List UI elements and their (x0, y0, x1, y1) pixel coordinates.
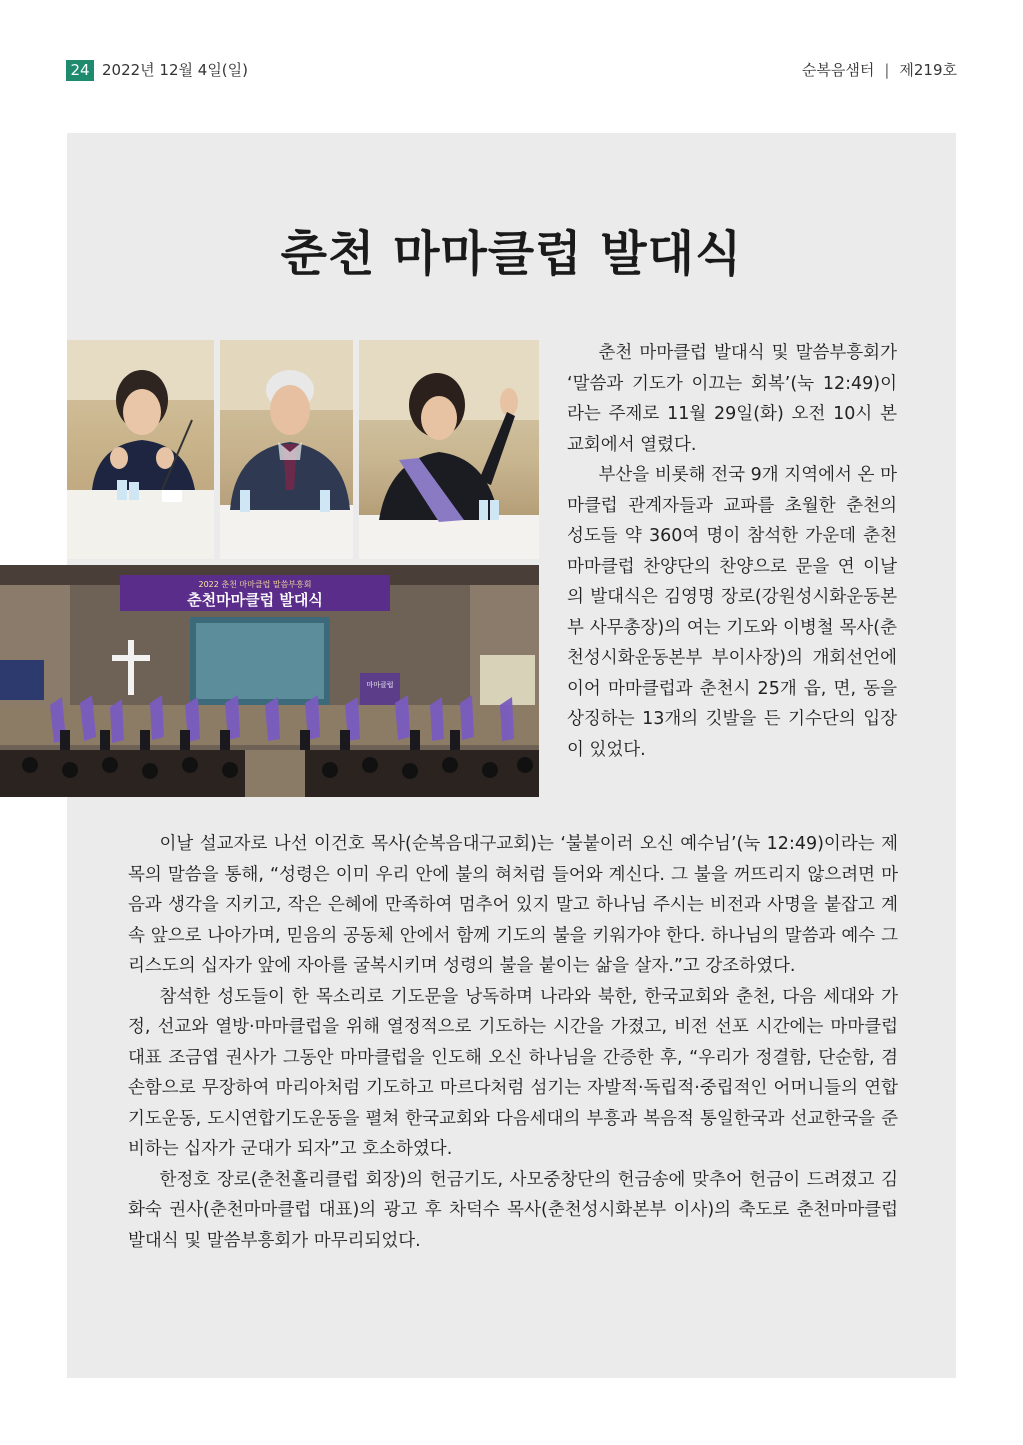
article-paragraph-3: 이날 설교자로 나선 이건호 목사(순복음대구교회)는 ‘불붙이러 오신 예수님’(눅 12:49)이라는 제목의 말씀을 통해, “성령은 이미 우리 안에 불의 혀처럼 들어와 계신다. 그 불을 꺼뜨리지 않으려면 마음과 생각을 지키고, 작은 은혜에 만족하여 멈추어 있지 말고 하나님 주시는 비전과 사명을 붙잡고 계속 앞으로 나아가며, 믿음의 공동체 안에서 함께 기도의 불을 키워가야 한다. 하나님의 말씀과 예수 그리스도의 십자가 앞에 자아를 굴복시키며 성령의 불을 붙이는 삶을 살자.”고 강조하였다. (128, 834, 898, 976)
page-number: 24 (66, 60, 94, 81)
masthead (802, 60, 957, 81)
speaker-photo-3 (359, 340, 539, 559)
page-header (66, 58, 957, 84)
publication-name: 순복음샘터 (801, 61, 875, 79)
article-paragraph-4: 참석한 성도들이 한 목소리로 기도문을 낭독하며 나라와 북한, 한국교회와 춘천, 다음 세대와 가정, 선교와 열방·마마클럽을 위해 열정적으로 기도하는 시간을 가졌고, 비전 선포 시간에는 마마클럽 대표 조금엽 권사가 그동안 마마클럽을 인도해 오신 하나님을 간증한 후, “우리가 정결함, 단순함, 겸손함으로 무장하여 마리아처럼 기도하고 마르다처럼 섬기는 자발적·독립적·중립적인 어머니들의 연합기도운동, 도시연합기도운동을 펼쳐 한국교회와 다음세대의 부흥과 복음적 통일한국과 선교한국을 준비하는 십자가 군대가 되자”고 호소하였다. (128, 986, 898, 1159)
side-sign-text: 마마클럽 (366, 681, 394, 689)
article-title: 춘천 마마클럽 발대식 (280, 226, 743, 282)
article-paragraph-5: 한정호 장로(춘천홀리클럽 회장)의 헌금기도, 사모중창단의 헌금송에 맞추어 헌금이 드려졌고 김화숙 권사(춘천마마클럽 대표)의 광고 후 차덕수 목사(춘천성시화본부 이사)의 축도로 춘천마마클럽 발대식 및 말씀부흥회가 마무리되었다. (128, 1169, 898, 1251)
ceremony-stage-photo (0, 565, 539, 797)
banner-top-text: 2022 춘천 마마클럽 말씀부흥회 (198, 580, 312, 589)
article-paragraph-1: 춘천 마마클럽 발대식 및 말씀부흥회가 ‘말씀과 기도가 이끄는 회복’(눅 12:49)이라는 주제로 11월 29일(화) 오전 10시 본교회에서 열렸다. (567, 343, 897, 455)
banner-title-text: 춘천마마클럽 발대식 (187, 591, 323, 609)
issue-number: 제219호 (899, 61, 957, 79)
article-body-right-column (567, 338, 897, 765)
speaker-photo-1 (67, 340, 214, 559)
article-paragraph-2: 부산을 비롯해 전국 9개 지역에서 온 마마클럽 관계자들과 교파를 초월한 춘천의 성도들 약 360여 명이 참석한 가운데 춘천마마클럽 찬양단의 찬양으로 문을 연 이날의 발대식은 김영명 장로(강원성시화운동본부 사무총장)의 여는 기도와 이병철 목사(춘천성시화운동본부 부이사장)의 개회선언에 이어 마마클럽과 춘천시 25개 읍, 면, 동을 상징하는 13개의 깃발을 든 기수단의 입장이 있었다. (567, 465, 897, 760)
header-separator: | (884, 61, 890, 79)
speaker-photo-2 (220, 340, 353, 559)
publication-date: 2022년 12월 4일(일) (102, 61, 249, 79)
article-body-full-width (128, 829, 898, 1256)
